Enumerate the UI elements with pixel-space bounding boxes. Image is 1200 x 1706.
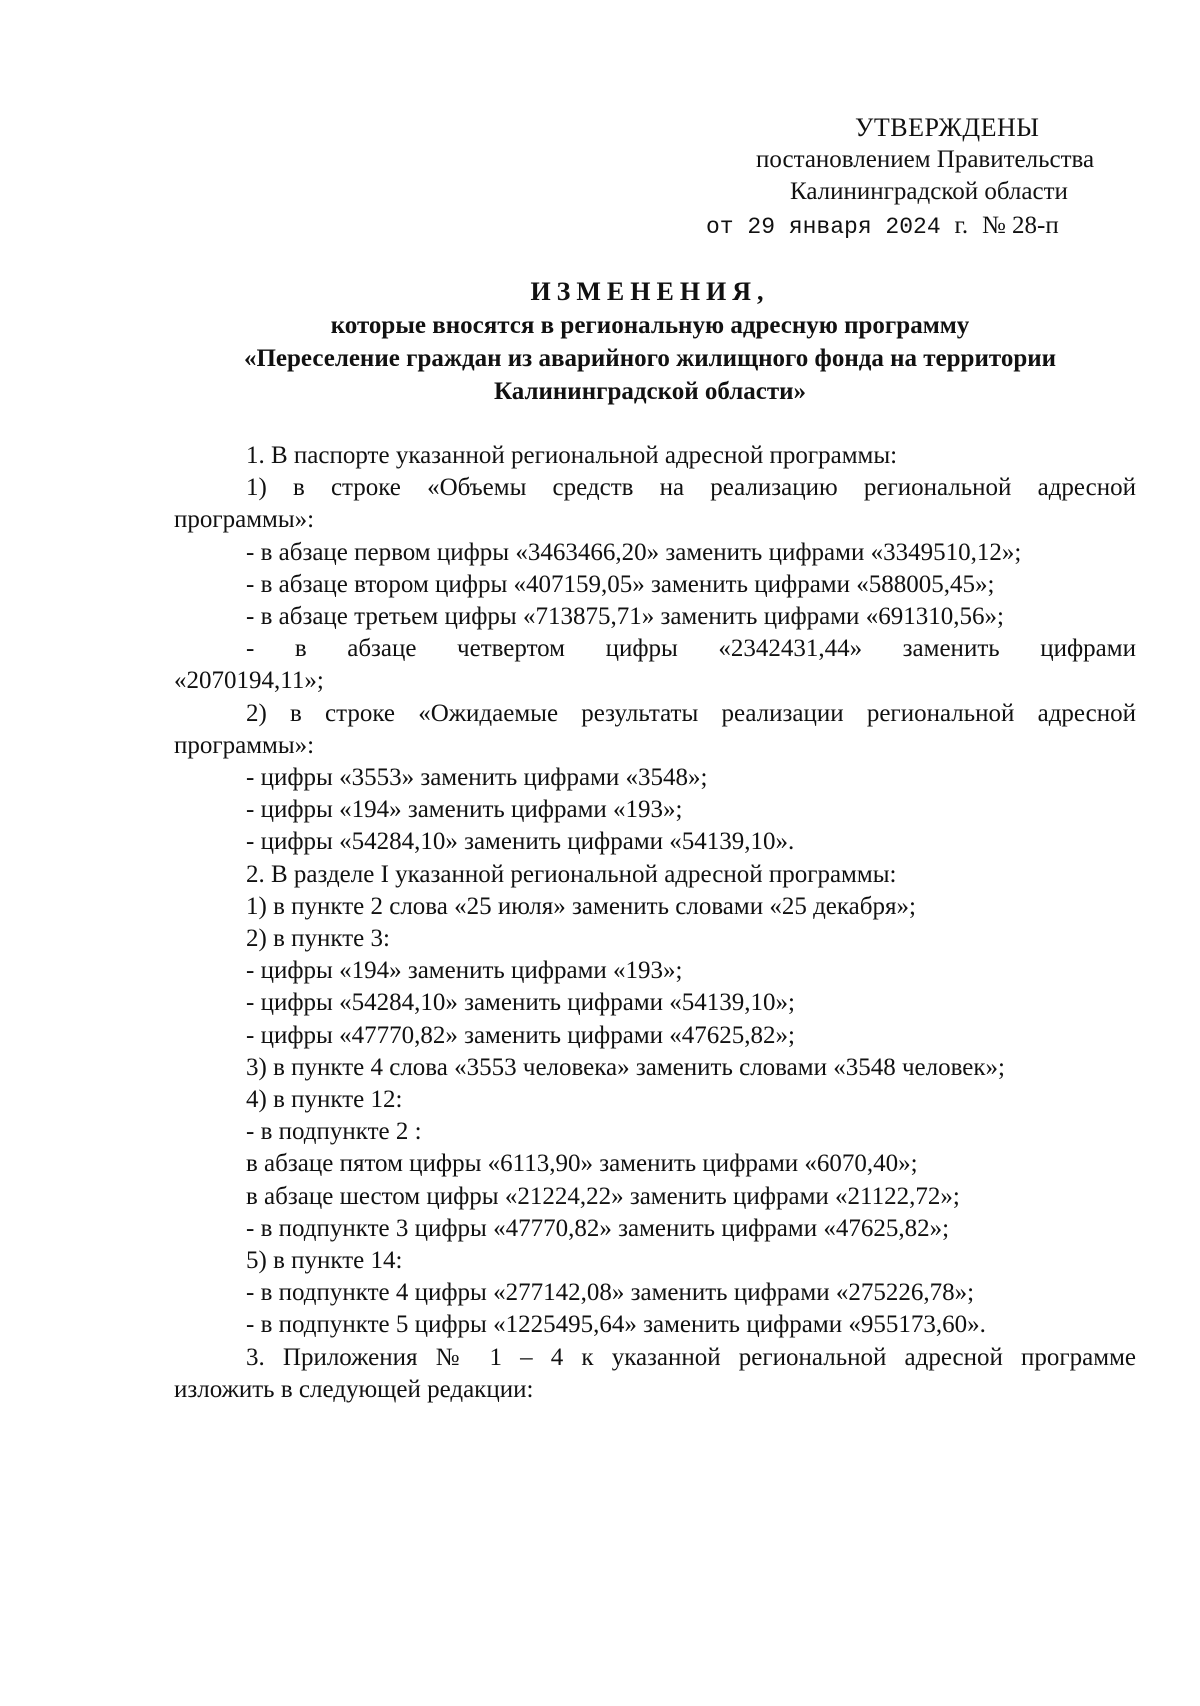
paragraph-25: - в подпункте 5 цифры «1225495,64» заменить цифрами «955173,60». <box>246 1311 986 1339</box>
paragraph-12: 1) в пункте 2 слова «25 июля» заменить словами «25 декабря»; <box>246 892 916 920</box>
paragraph-6-line-1 <box>174 633 1136 665</box>
paragraph-5: - в абзаце третьем цифры «713875,71» заменить цифрами «691310,56»; <box>246 603 1004 631</box>
paragraph-24: - в подпункте 4 цифры «277142,08» заменить цифрами «275226,78»; <box>246 1279 975 1307</box>
p6-word-2: в <box>294 635 307 663</box>
paragraph-14: - цифры «194» заменить цифрами «193»; <box>246 957 683 985</box>
paragraph-19: - в подпункте 2 : <box>246 1118 422 1146</box>
paragraph-21: в абзаце шестом цифры «21224,22» заменить цифрами «21122,72»; <box>246 1182 960 1210</box>
paragraph-2-line-2: программы»: <box>174 506 315 534</box>
paragraph-9: - цифры «194» заменить цифрами «193»; <box>246 796 683 824</box>
paragraph-7-line-1: 2) в строке «Ожидаемые результаты реализации региональной адресной <box>246 699 1136 727</box>
paragraph-15: - цифры «54284,10» заменить цифрами «54139,10»; <box>246 989 795 1017</box>
p6-word-1: - <box>246 635 255 663</box>
paragraph-17: 3) в пункте 4 слова «3553 человека» заменить словами «3548 человек»; <box>246 1053 1005 1081</box>
title-heading: ИЗМЕНЕНИЯ, <box>530 277 770 306</box>
paragraph-23: 5) в пункте 14: <box>246 1247 403 1275</box>
paragraph-2-line-1: 1) в строке «Объемы средств на реализацию региональной адресной <box>246 474 1136 502</box>
paragraph-13: 2) в пункте 3: <box>246 925 390 953</box>
paragraph-26-line-2: изложить в следующей редакции: <box>174 1375 534 1403</box>
approval-date-number <box>690 210 1130 243</box>
paragraph-6-line-2: «2070194,11»; <box>174 667 324 695</box>
approval-authority: постановлением Правительства <box>756 146 1095 173</box>
approval-region: Калининградской области <box>790 178 1068 205</box>
approval-date: от 29 января 2024 <box>706 214 941 240</box>
p6-word-3: абзаце <box>347 635 417 663</box>
approval-number: № 28-п <box>981 212 1059 239</box>
paragraph-4: - в абзаце втором цифры «407159,05» заменить цифрами «588005,45»; <box>246 570 995 598</box>
approval-year-mark: г. <box>954 212 969 239</box>
title-line-2: которые вносятся в региональную адресную программу <box>330 312 970 339</box>
document-title <box>170 275 1130 408</box>
paragraph-18: 4) в пункте 12: <box>246 1086 403 1114</box>
paragraph-3: - в абзаце первом цифры «3463466,20» заменить цифрами «3349510,12»; <box>246 538 1022 566</box>
title-line-3: «Переселение граждан из аварийного жилищного фонда на территории <box>243 345 1057 372</box>
paragraph-20: в абзаце пятом цифры «6113,90» заменить цифрами «6070,40»; <box>246 1150 918 1178</box>
paragraph-10: - цифры «54284,10» заменить цифрами «54139,10». <box>246 828 795 856</box>
p6-word-6: «2342431,44» <box>718 635 863 663</box>
paragraph-11: 2. В разделе I указанной региональной адресной программы: <box>246 860 897 888</box>
paragraph-7-line-2: программы»: <box>174 731 315 759</box>
title-line-4: Калининградской области» <box>493 378 807 405</box>
p6-word-4: четвертом <box>457 635 566 663</box>
paragraph-22: - в подпункте 3 цифры «47770,82» заменить цифрами «47625,82»; <box>246 1214 950 1242</box>
p6-word-7: заменить <box>902 635 1000 663</box>
paragraph-8: - цифры «3553» заменить цифрами «3548»; <box>246 764 708 792</box>
p6-word-5: цифры <box>605 635 678 663</box>
approval-stamp <box>690 112 1130 243</box>
p6-word-8: цифрами <box>1040 635 1136 663</box>
approval-heading: УТВЕРЖДЕНЫ <box>855 113 1040 142</box>
paragraph-1: 1. В паспорте указанной региональной адресной программы: <box>246 442 898 469</box>
paragraph-26-line-1: 3. Приложения № 1 – 4 к указанной региональной адресной программе <box>246 1343 1136 1371</box>
document-body <box>174 440 1136 1406</box>
paragraph-16: - цифры «47770,82» заменить цифрами «47625,82»; <box>246 1021 795 1049</box>
